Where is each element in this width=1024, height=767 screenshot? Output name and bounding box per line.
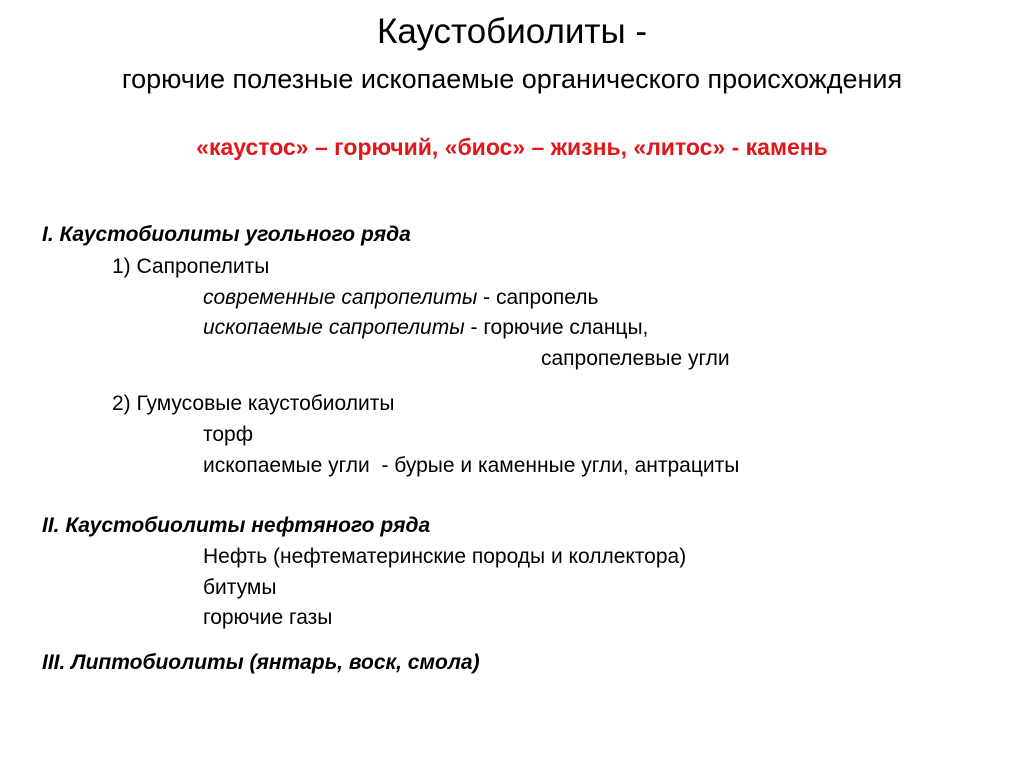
term-modern-sapropelites: современные сапропелиты — [203, 286, 478, 309]
list-item — [203, 286, 598, 310]
section-heading-coal: I. Каустобиолиты угольного ряда — [42, 223, 411, 246]
list-item-peat: торф — [203, 423, 254, 446]
list-item — [203, 316, 648, 340]
section-heading-oil: II. Каустобиолиты нефтяного ряда — [42, 514, 431, 537]
term-fossil-sapropelites: ископаемые сапропелиты — [203, 316, 465, 339]
definition-sapropel-coals: сапропелевые угли — [541, 347, 730, 370]
separator: - — [464, 316, 484, 339]
list-item-oil: Нефть (нефтематеринские породы и коллектора) — [203, 545, 687, 568]
group-label-sapropelites: 1) Сапропелиты — [112, 255, 270, 278]
definition-sapropel: сапропель — [495, 286, 599, 309]
slide-subtitle: горючие полезные ископаемые органического происхождения — [121, 64, 903, 94]
definition-oil-shales: горючие сланцы, — [483, 316, 649, 339]
list-item-combustible-gases: горючие газы — [203, 606, 333, 629]
slide-title: Каустобиолиты - — [376, 12, 647, 51]
list-item-bitumens: битумы — [203, 576, 277, 599]
section-heading-liptobiolites: III. Липтобиолиты (янтарь, воск, смола) — [42, 651, 480, 674]
group-label-humus: 2) Гумусовые каустобиолиты — [112, 392, 395, 415]
etymology-line: «каустос» – горючий, «биос» – жизнь, «литос» - камень — [196, 134, 828, 160]
list-item-fossil-coals: ископаемые угли - бурые и каменные угли, антрациты — [203, 454, 740, 477]
separator: - — [477, 286, 496, 309]
